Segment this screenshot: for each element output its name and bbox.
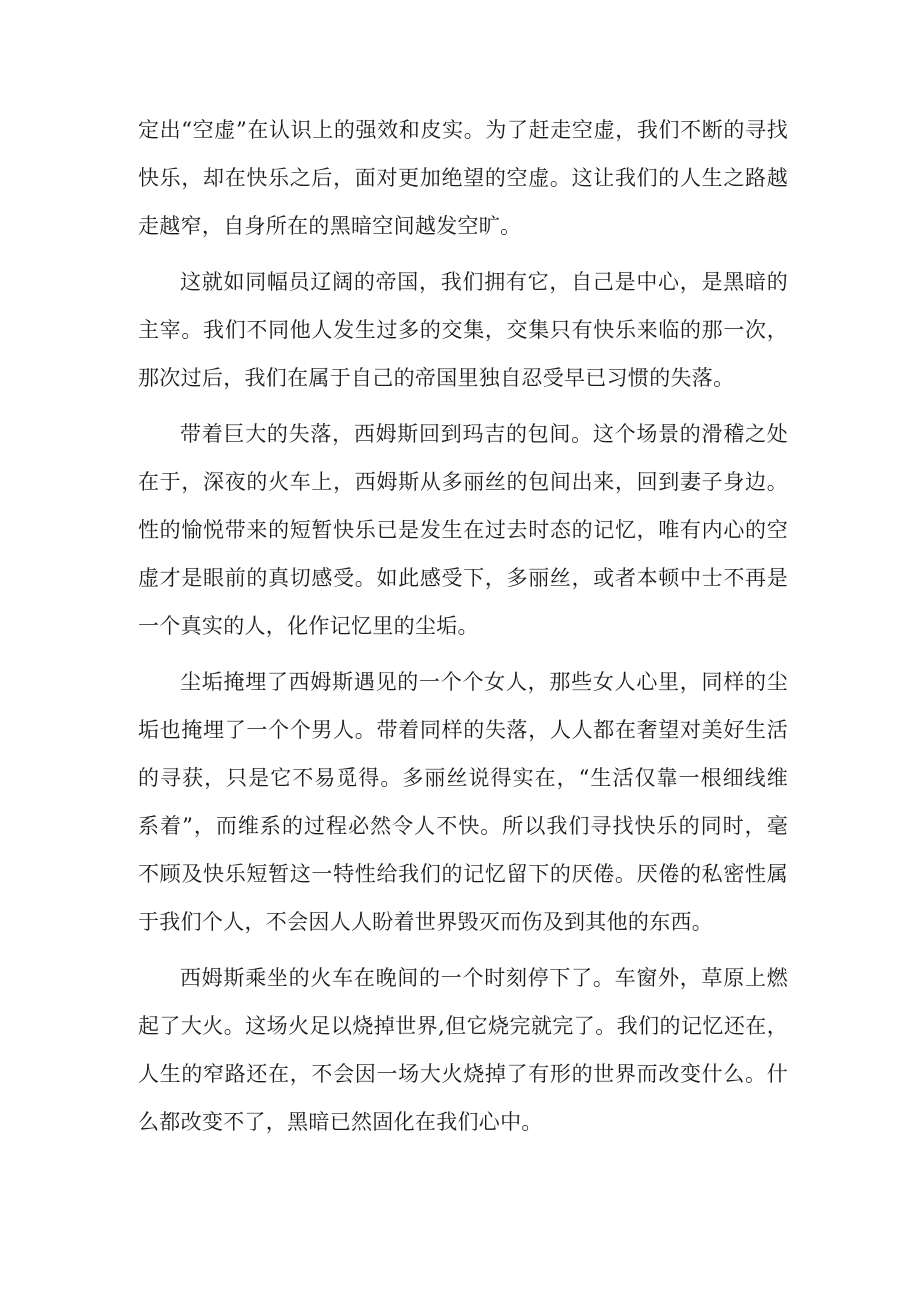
paragraph-1: 定出“空虚”在认识上的强效和皮实。为了赶走空虚，我们不断的寻找快乐，却在快乐之后，面对更加绝望的空虚。这让我们的人生之路越走越窄，自身所在的黑暗空间越发空旷。	[138, 118, 788, 238]
paragraph-5: 西姆斯乘坐的火车在晚间的一个时刻停下了。车窗外，草原上燃起了大火。这场火足以烧掉世界,但它烧完就完了。我们的记忆还在，人生的窄路还在，不会因一场大火烧掉了有形的世界而改变什么。什么都改变不了，黑暗已然固化在我们心中。	[138, 966, 788, 1134]
paragraph-2: 这就如同幅员辽阔的帝国，我们拥有它，自己是中心，是黑暗的主宰。我们不同他人发生过多的交集，交集只有快乐来临的那一次，那次过后，我们在属于自己的帝国里独自忍受早已习惯的失落。	[138, 270, 788, 390]
paragraph-4: 尘垢掩埋了西姆斯遇见的一个个女人，那些女人心里，同样的尘垢也掩埋了一个个男人。带着同样的失落，人人都在奢望对美好生活的寻获，只是它不易觅得。多丽丝说得实在，“生活仅靠一根细线维系着”，而维系的过程必然令人不快。所以我们寻找快乐的同时，毫不顾及快乐短暂这一特性给我们的记忆留下的厌倦。厌倦的私密性属于我们个人，不会因人人盼着世界毁灭而伤及到其他的东西。	[138, 670, 788, 934]
paragraph-3: 带着巨大的失落，西姆斯回到玛吉的包间。这个场景的滑稽之处在于，深夜的火车上，西姆斯从多丽丝的包间出来，回到妻子身边。性的愉悦带来的短暂快乐已是发生在过去时态的记忆，唯有内心的空虚才是眼前的真切感受。如此感受下，多丽丝，或者本顿中士不再是一个真实的人，化作记忆里的尘垢。	[138, 422, 788, 638]
document-body	[138, 106, 788, 1154]
